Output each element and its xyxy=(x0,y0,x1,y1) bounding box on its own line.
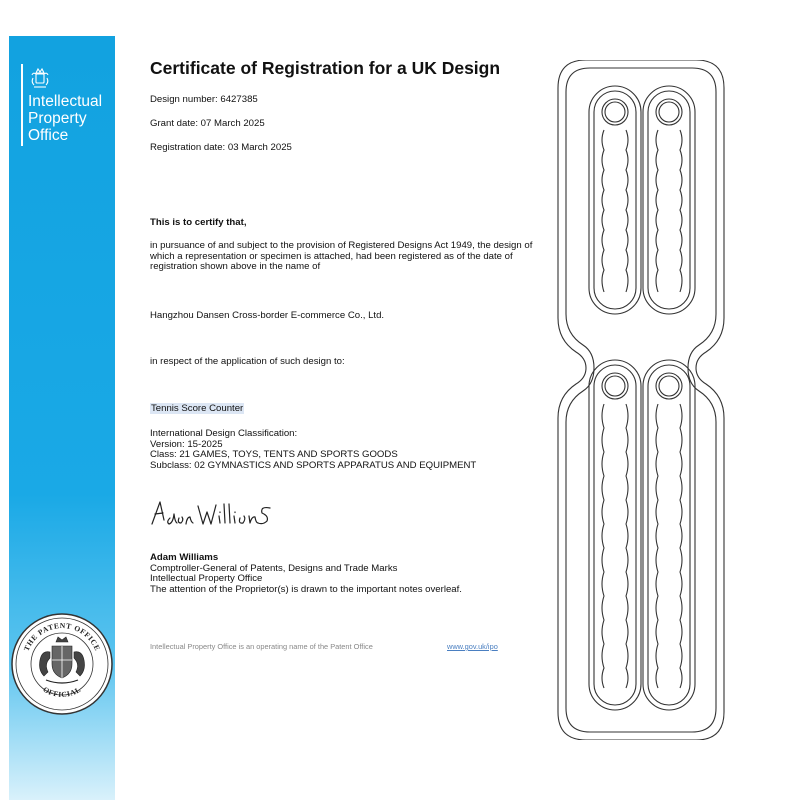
ipo-wordmark-line: Property xyxy=(28,110,87,127)
score-slider-top-right xyxy=(643,86,695,314)
respect-text: in respect of the application of such design to: xyxy=(150,356,345,367)
classification-subclass: Subclass: 02 GYMNASTICS AND SPORTS APPARATUS AND EQUIPMENT xyxy=(150,459,477,471)
ipo-wordmark-line: Intellectual xyxy=(28,93,103,110)
design-number: Design number: 6427385 xyxy=(150,94,258,105)
signatory-notice: The attention of the Proprietor(s) is drawn to the important notes overleaf. xyxy=(150,583,462,595)
ipo-logo-rule xyxy=(21,64,23,146)
certify-heading: This is to certify that, xyxy=(150,217,247,228)
registration-date: Registration date: 03 March 2025 xyxy=(150,142,292,153)
classification-block xyxy=(150,429,476,471)
score-slider-top-left xyxy=(589,86,641,314)
classification-heading: International Design Classification: xyxy=(150,428,298,439)
certificate-title: Certificate of Registration for a UK Design xyxy=(150,58,501,78)
design-product: Tennis Score Counter xyxy=(151,403,244,414)
signatory-name: Adam Williams xyxy=(150,552,219,563)
score-slider-bottom-right xyxy=(643,360,695,710)
design-drawing-icon xyxy=(556,60,726,740)
signatory-role: Comptroller-General of Patents, Designs and Trade Marks xyxy=(150,562,398,574)
footer-link[interactable]: www.gov.uk/ipo xyxy=(447,642,498,651)
seal-top-text: THE PATENT OFFICE xyxy=(21,620,103,653)
certify-text: in pursuance of and subject to the provision of Registered Designs Act 1949, the design of which a representation or specimen is attached, had been registered as of the date of registration shown above in the name of xyxy=(150,240,533,273)
ipo-wordmark xyxy=(28,93,102,144)
signatory-office: Intellectual Property Office xyxy=(150,573,263,585)
grant-date: Grant date: 07 March 2025 xyxy=(150,118,265,129)
signatory-block xyxy=(150,553,462,595)
seal-bottom-text: OFFICIAL xyxy=(41,684,83,700)
patent-office-seal-icon xyxy=(10,612,114,716)
score-slider-bottom-left xyxy=(589,360,641,710)
ipo-wordmark-line: Office xyxy=(28,127,69,144)
classification-class: Class: 21 GAMES, TOYS, TENTS AND SPORTS GOODS xyxy=(150,449,398,461)
classification-version: Version: 15-2025 xyxy=(150,438,223,450)
royal-crest-icon xyxy=(28,66,52,90)
proprietor-name: Hangzhou Dansen Cross-border E-commerce Co., Ltd. xyxy=(150,310,385,321)
footer-text: Intellectual Property Office is an operating name of the Patent Office xyxy=(150,642,373,651)
handwritten-signature xyxy=(148,496,278,530)
